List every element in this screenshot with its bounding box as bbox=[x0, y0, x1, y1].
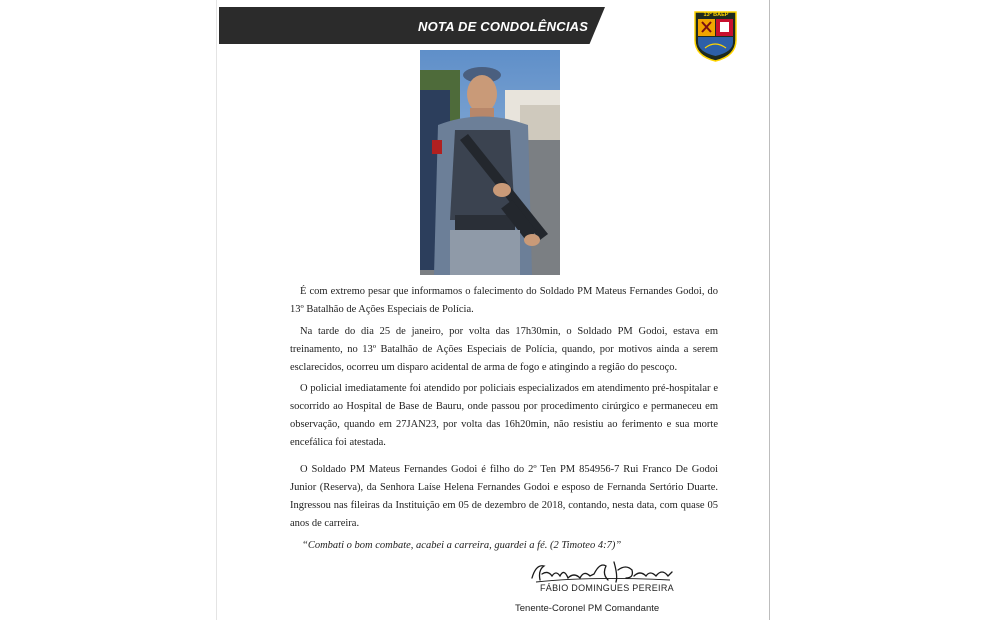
paragraph-2: Na tarde do dia 25 de janeiro, por volta das 17h30min, o Soldado PM Godoi, estava em treinamento, no 13º Batalhão de Ações Especiais de Polícia, quando, por motivos ainda a serem esclarecidos, ocorreu um disparo acidental de arma de fogo e atingindo a região do pescoço. bbox=[290, 326, 718, 373]
page-title: NOTA DE CONDOLÊNCIAS bbox=[418, 19, 589, 34]
paragraph-3: O policial imediatamente foi atendido por policiais especializados em atendimento pré-hospitalar e socorrido ao Hospital de Base de Bauru, onde passou por procedimento cirúrgico e permaneceu em observação, quando em 27JAN23, por volta das 16h20min, não resistiu ao ferimento e sua morte encefálica foi atestada. bbox=[290, 383, 718, 448]
signer-name: FÁBIO DOMINGUES PEREIRA bbox=[540, 583, 674, 593]
soldier-photo bbox=[420, 50, 560, 275]
paragraph-4: O Soldado PM Mateus Fernandes Godoi é filho do 2º Ten PM 854956-7 Rui Franco De Godoi Junior (Reserva), da Senhora Laíse Helena Fernandes Godoi e esposo de Fernanda Sertório Duarte. Ingressou nas fileiras da Instituição em 05 de dezembro de 2018, contando, nesta data, com quase 05 anos de carreira. bbox=[290, 464, 718, 529]
signer-title: Tenente-Coronel PM Comandante bbox=[515, 603, 660, 614]
badge-label: 13º BAEP bbox=[703, 12, 729, 18]
paragraph-1: É com extremo pesar que informamos o falecimento do Soldado PM Mateus Fernandes Godoi, do 13º Batalhão de Ações Especiais de Polícia. bbox=[290, 286, 718, 315]
bible-quote: “Combati o bom combate, acabei a carreira, guardei a fé. (2 Timoteo 4:7)” bbox=[302, 540, 622, 551]
